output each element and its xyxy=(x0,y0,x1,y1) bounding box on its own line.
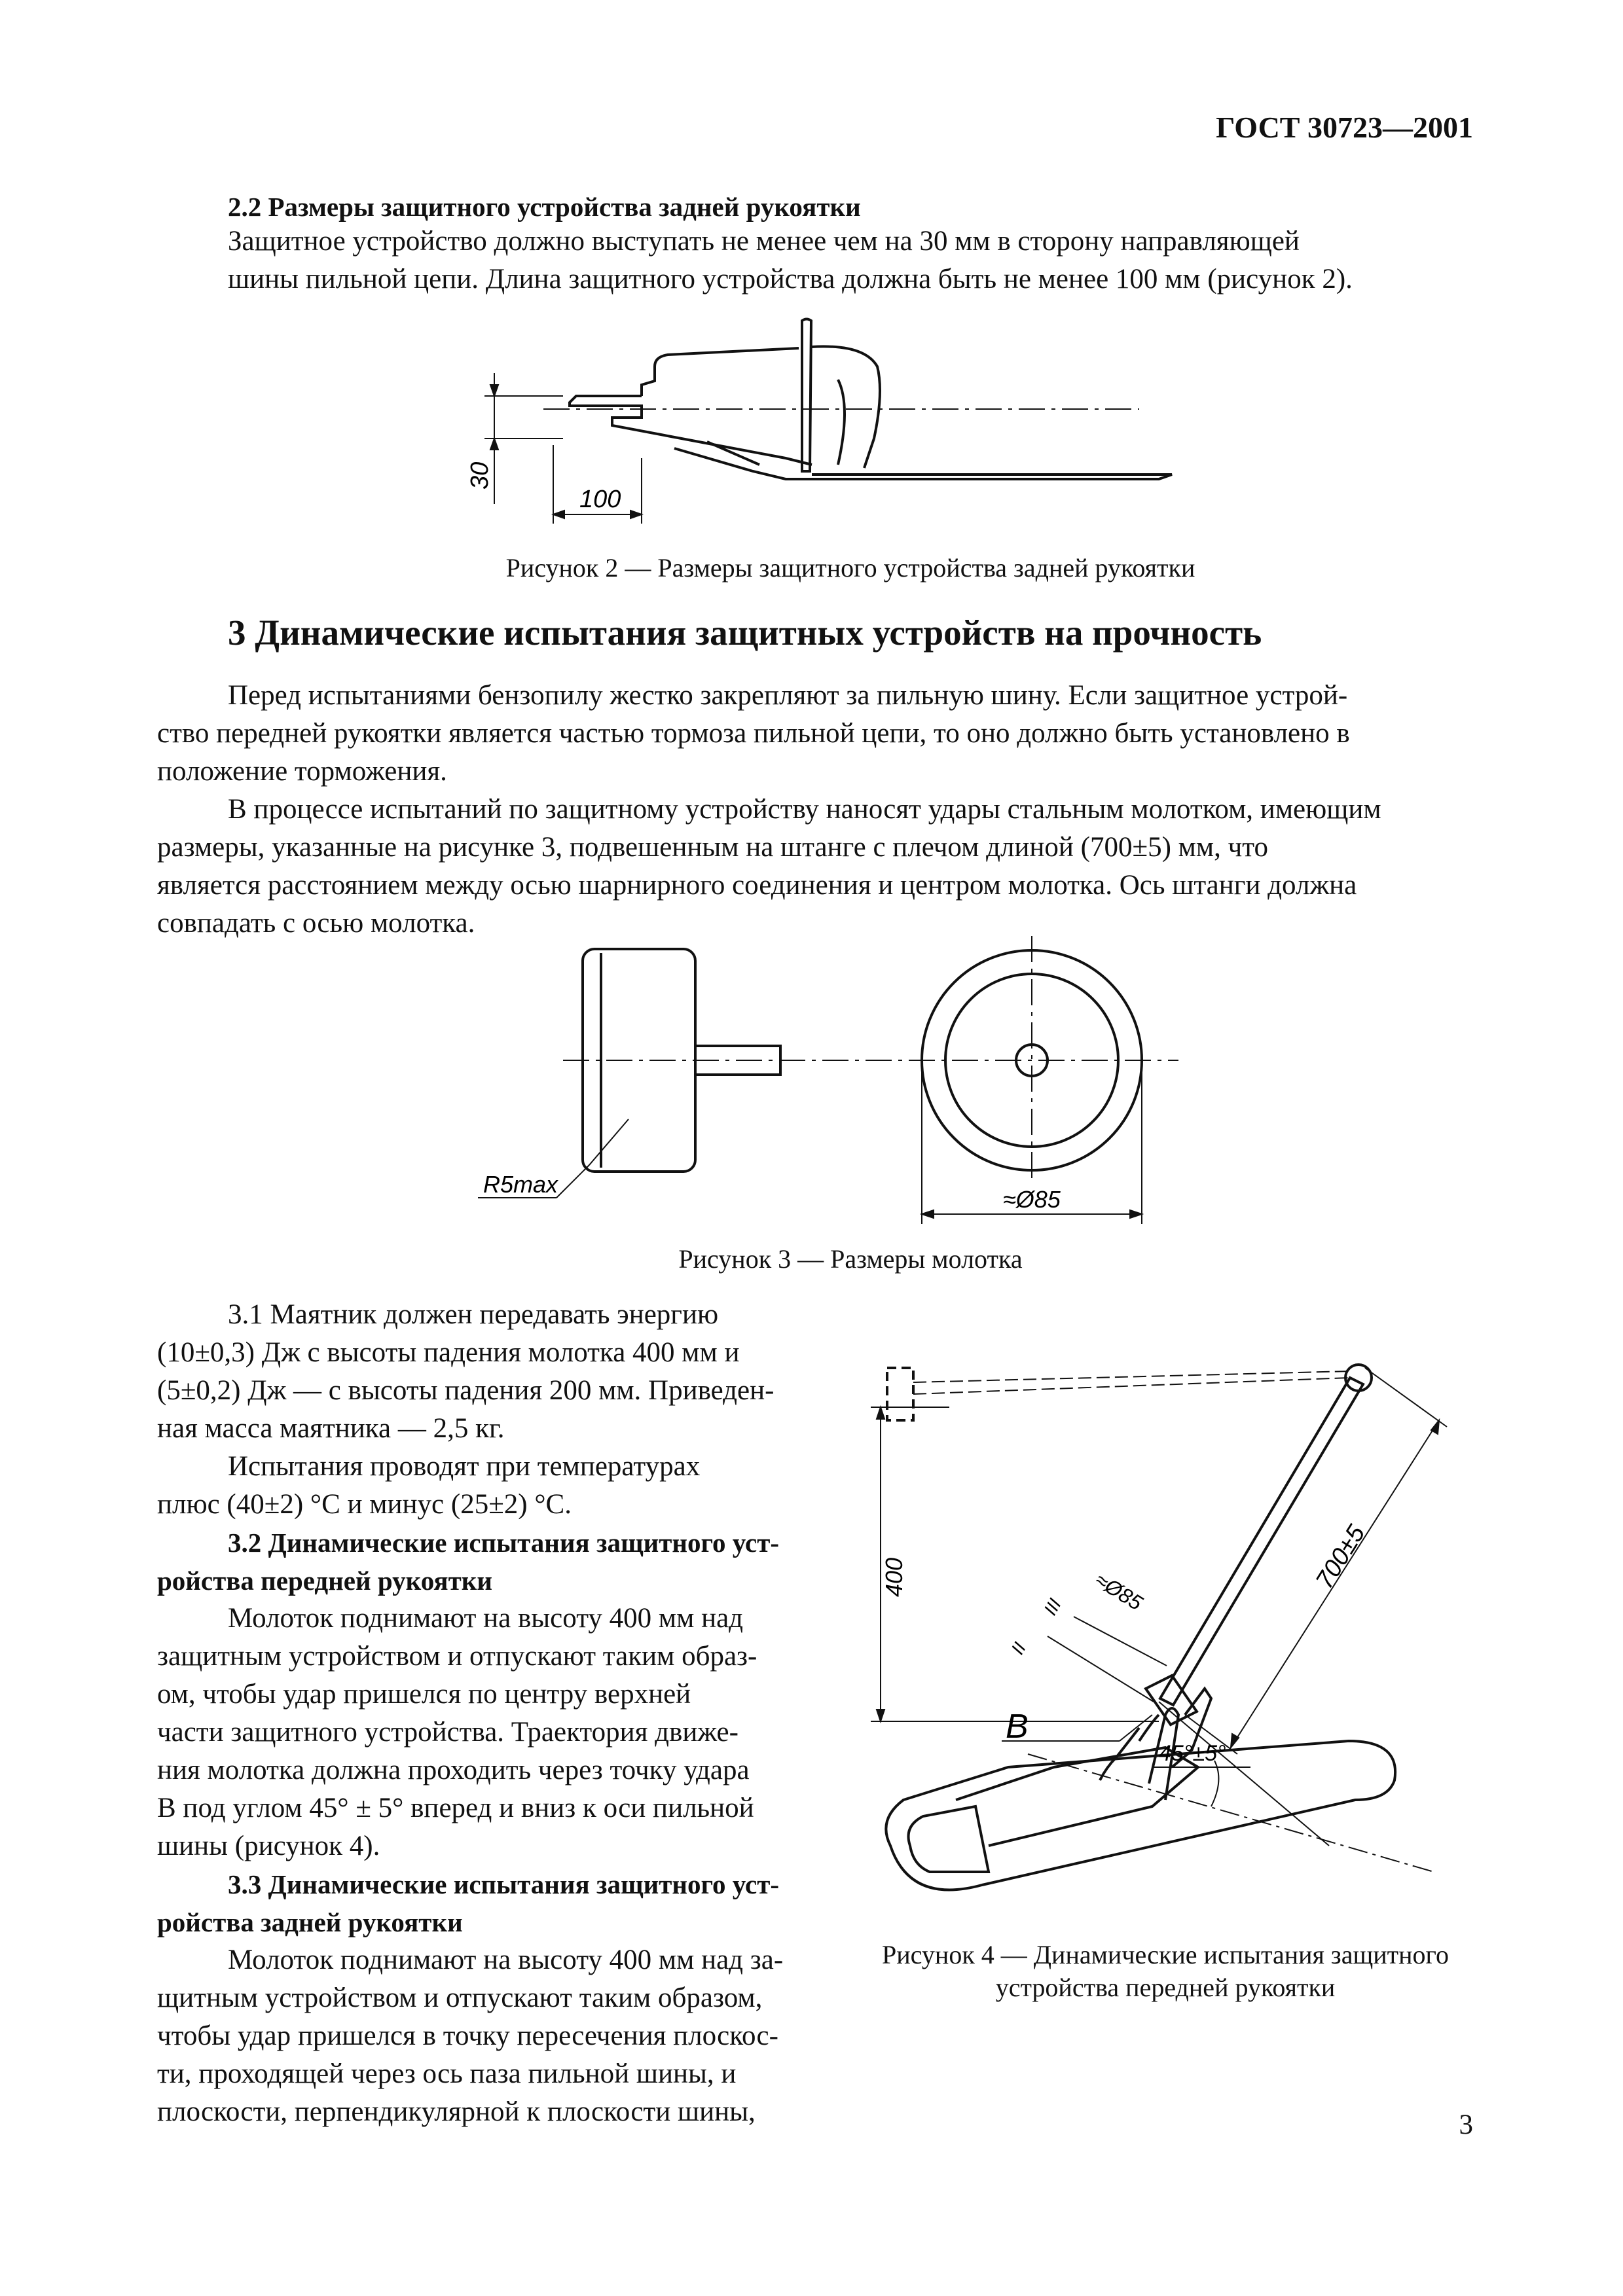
bar-nose xyxy=(909,1806,989,1872)
text-line: является расстоянием между осью шарнирного соединения и центром молотка. Ось штанги должна xyxy=(157,870,1357,901)
document-id: ГОСТ 30723—2001 xyxy=(1216,111,1473,144)
figure-2-caption: Рисунок 2 — Размеры защитного устройства задней рукоятки xyxy=(505,553,1195,583)
rear-guard-post xyxy=(802,319,811,472)
text-line: ная масса маятника — 2,5 кг. xyxy=(157,1413,505,1444)
diameter-85-label: ≈Ø85 xyxy=(1091,1568,1147,1615)
text-line: (5±0,2) Дж — с высоты падения 200 мм. Приведен- xyxy=(157,1375,775,1406)
section-3-2-heading-cont: ройства передней рукоятки xyxy=(157,1566,492,1596)
text-line: (10±0,3) Дж с высоты падения молотка 400 мм и xyxy=(157,1337,740,1368)
dimension-30 xyxy=(484,373,563,504)
section-mark-3: III xyxy=(1040,1595,1065,1619)
text-line: Молоток поднимают на высоту 400 мм над xyxy=(228,1603,744,1634)
text-line: В под углом 45° ± 5° вперед и вниз к оси пильной xyxy=(157,1793,754,1823)
left-column xyxy=(157,1296,835,2131)
diameter-label: ≈Ø85 xyxy=(1003,1186,1061,1213)
dimension-700 xyxy=(1185,1368,1447,1754)
section-3-para-1 xyxy=(157,677,1473,942)
text-line: шины (рисунок 4). xyxy=(157,1831,380,1861)
section-3-3-heading-cont: ройства задней рукоятки xyxy=(157,1907,463,1937)
section-3-3-heading: 3.3 Динамические испытания защитного уст- xyxy=(228,1869,780,1899)
bar-axis xyxy=(1028,1754,1434,1872)
section-2-2-heading: 2.2 Размеры защитного устройства задней рукоятки xyxy=(228,192,861,222)
handle-inner xyxy=(838,380,845,465)
text-line: ом, чтобы удар пришелся по центру верхней xyxy=(157,1679,691,1710)
text-line: шины пильной цепи. Длина защитного устройства должна быть не менее 100 мм (рисунок 2). xyxy=(228,264,1353,295)
text-line: Молоток поднимают на высоту 400 мм над за- xyxy=(228,1945,784,1975)
dimension-400 xyxy=(871,1407,1159,1721)
text-line: защитным устройством и отпускают таким образ- xyxy=(157,1641,757,1672)
figure-3-caption: Рисунок 3 — Размеры молотка xyxy=(678,1244,1023,1274)
text-line: щитным устройством и отпускают таким образом, xyxy=(157,1982,763,2013)
dim-100-label: 100 xyxy=(579,486,621,513)
page-number: 3 xyxy=(1459,2109,1473,2140)
text-line: плоскости, перпендикулярной к плоскости шины, xyxy=(157,2096,756,2127)
section-mark-2: II xyxy=(1007,1639,1030,1658)
text-line: 3.1 Маятник должен передавать энергию xyxy=(228,1299,719,1330)
figure-3-drawing xyxy=(471,923,1205,1237)
text-line: совпадать с осью молотка. xyxy=(157,908,475,939)
figure-2-drawing xyxy=(445,308,1198,543)
angle-label: 45°±5° xyxy=(1159,1741,1226,1766)
hammer-raised xyxy=(887,1368,913,1420)
dimension-diameter-85 xyxy=(1048,1617,1167,1702)
text-line: чтобы удар пришелся в точку пересечения плоскос- xyxy=(157,2020,778,2051)
point-b-label: В xyxy=(1006,1708,1029,1746)
guide-bar-outline xyxy=(886,1741,1395,1890)
section-3-heading: 3 Динамические испытания защитных устройств на прочность xyxy=(228,613,1262,653)
caption-line: Рисунок 4 — Динамические испытания защитного xyxy=(882,1940,1449,1969)
caption-line: устройства передней рукоятки xyxy=(995,1973,1336,2002)
arm-700-label: 700±5 xyxy=(1311,1520,1371,1594)
text-line: ство передней рукоятки является частью тормоза пильной цепи, то оно должно быть установлено в xyxy=(157,718,1350,749)
height-400-label: 400 xyxy=(881,1557,907,1597)
section-2-2-body xyxy=(228,223,1473,298)
guide-bar-line xyxy=(674,448,1172,479)
text-line: Перед испытаниями бензопилу жестко закрепляют за пильную шину. Если защитное устрой- xyxy=(228,680,1348,711)
text-line: размеры, указанные на рисунке 3, подвешенным на штанге с плечом длиной (700±5) мм, что xyxy=(157,832,1268,863)
saw-body-outline xyxy=(642,348,799,396)
pendulum-arm xyxy=(1160,1378,1363,1705)
section-3-2-heading: 3.2 Динамические испытания защитного уст- xyxy=(228,1528,780,1558)
text-line: положение торможения. xyxy=(157,756,447,787)
guard-tip xyxy=(1139,1715,1159,1741)
text-line: ния молотка должна проходить через точку удара xyxy=(157,1755,750,1785)
text-line: части защитного устройства. Траектория движе- xyxy=(157,1717,739,1748)
radius-label: R5max xyxy=(483,1171,558,1198)
figure-4-caption xyxy=(851,1939,1480,2004)
text-line: Защитное устройство должно выступать не менее чем на 30 мм в сторону направляющей xyxy=(228,226,1300,257)
dim-30-label: 30 xyxy=(466,461,494,490)
text-line: плюс (40±2) °С и минус (25±2) °С. xyxy=(157,1489,572,1520)
figure-4-drawing xyxy=(858,1348,1473,1924)
text-line: Испытания проводят при температурах xyxy=(228,1451,701,1482)
text-line: В процессе испытаний по защитному устройству наносят удары стальным молотком, имеющим xyxy=(228,794,1381,825)
text-line: ти, проходящей через ось паза пильной шины, и xyxy=(157,2058,737,2089)
